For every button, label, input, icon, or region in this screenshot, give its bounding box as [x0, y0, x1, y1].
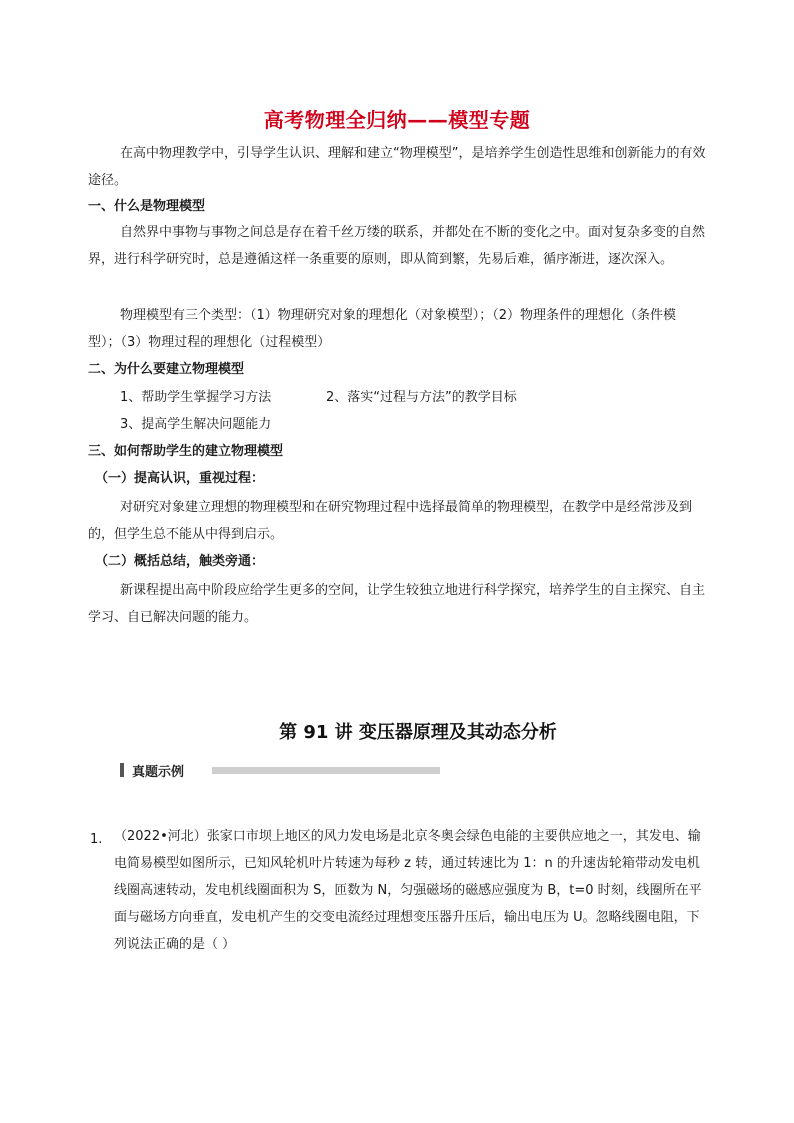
question-number: 1.: [90, 832, 103, 847]
section-tag: [120, 760, 184, 780]
section-2-heading: 二、为什么要建立物理模型: [88, 362, 245, 377]
section-3-sub-2-text: 新课程提出高中阶段应给学生更多的空间，让学生较独立地进行科学探究，培养学生的自主探究、自主学习、自已解决问题的能力。: [88, 583, 706, 625]
lecture-title: 第 91 讲 变压器原理及其动态分析: [279, 722, 557, 743]
section-3-sub-1-heading: （一）提高认识，重视过程：: [95, 471, 265, 486]
tag-bar-icon: [120, 763, 124, 777]
section-2-item-3: 3、提高学生解决问题能力: [120, 417, 272, 432]
section-3-sub-2-heading: （二）概括总结，触类旁通：: [95, 554, 265, 569]
section-1-paragraph-2: 物理模型有三个类型：（1）物理研究对象的理想化（对象模型）；（2）物理条件的理想化（条件模型）；（3）物理过程的理想化（过程模型）: [88, 308, 677, 350]
intro-paragraph: 在高中物理教学中，引导学生认识、理解和建立“物理模型”，是培养学生创造性思维和创新能力的有效途径。: [88, 146, 706, 188]
section-1-heading: 一、什么是物理模型: [88, 199, 206, 214]
question-text: （2022•河北）张家口市坝上地区的风力发电场是北京冬奥会绿色电能的主要供应地之一，其发电、输电简易模型如图所示，已知风轮机叶片转速为每秒 z 转，通过转速比为 1：n 的升速齿轮箱带动发电机线圈高速转动，发电机线圈面积为 S，匝数为 N，匀强磁场的磁感应强度为 B，t=0 时刻，线圈所在平面与磁场方向垂直，发电机产生的交变电流经过理想变压器升压后，输出电压为 U。忽略线圈电阻，下列说法正确的是（ ）: [114, 829, 702, 952]
main-title: 高考物理全归纳——模型专题: [263, 108, 531, 132]
section-3-heading: 三、如何帮助学生的建立物理模型: [88, 444, 284, 459]
section-3-sub-1-text: 对研究对象建立理想的物理模型和在研究物理过程中选择最简单的物理模型，在教学中是经常涉及到的，但学生总不能从中得到启示。: [88, 500, 693, 542]
section-2-item-1: 1、帮助学生掌握学习方法: [120, 390, 272, 405]
section-1-paragraph-1: 自然界中事物与事物之间总是存在着千丝万缕的联系，并都处在不断的变化之中。面对复杂多变的自然界，进行科学研究时，总是遵循这样一条重要的原则，即从简到繁，先易后难，循序渐进，逐次深入。: [88, 225, 706, 267]
section-tag-rule: [212, 767, 440, 774]
section-2-item-2: 2、落实“过程与方法”的教学目标: [326, 390, 517, 405]
section-tag-label: 真题示例: [132, 764, 185, 780]
